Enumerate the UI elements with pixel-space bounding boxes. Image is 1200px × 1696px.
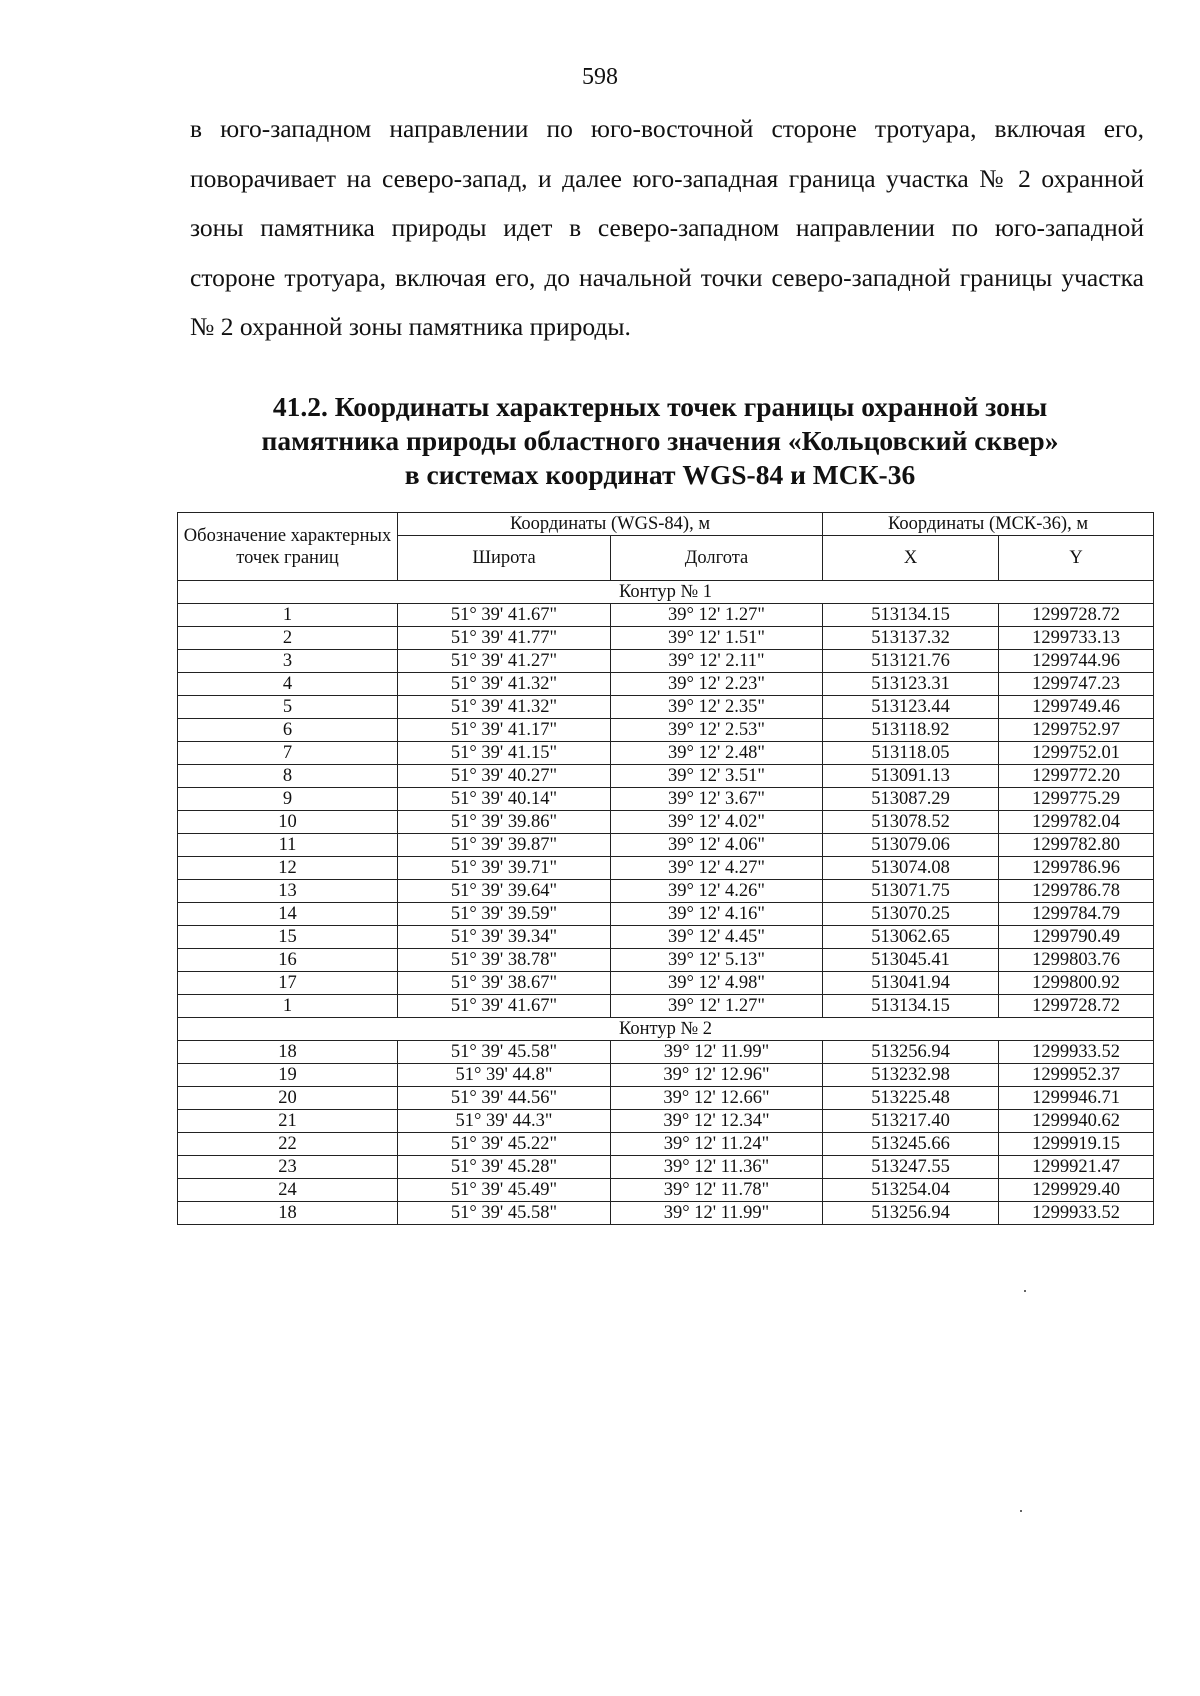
point-number-cell: 2 xyxy=(178,627,398,650)
latitude-cell: 51° 39' 44.56" xyxy=(398,1087,611,1110)
table-row xyxy=(178,788,1154,811)
x-cell: 513045.41 xyxy=(823,949,999,972)
point-number-cell: 1 xyxy=(178,995,398,1018)
point-number-cell: 8 xyxy=(178,765,398,788)
table-header-row xyxy=(178,513,1154,536)
point-number-cell: 6 xyxy=(178,719,398,742)
table-row xyxy=(178,1064,1154,1087)
y-cell: 1299790.49 xyxy=(999,926,1154,949)
point-number-cell: 16 xyxy=(178,949,398,972)
header-designation: Обозначение характерных точек границ xyxy=(178,513,398,581)
x-cell: 513134.15 xyxy=(823,995,999,1018)
contour-label: Контур № 2 xyxy=(178,1018,1154,1041)
table-row xyxy=(178,1041,1154,1064)
y-cell: 1299728.72 xyxy=(999,604,1154,627)
table-row xyxy=(178,604,1154,627)
latitude-cell: 51° 39' 39.71" xyxy=(398,857,611,880)
x-cell: 513070.25 xyxy=(823,903,999,926)
table-row xyxy=(178,1110,1154,1133)
latitude-cell: 51° 39' 39.59" xyxy=(398,903,611,926)
x-cell: 513247.55 xyxy=(823,1156,999,1179)
latitude-cell: 51° 39' 39.86" xyxy=(398,811,611,834)
longitude-cell: 39° 12' 4.27" xyxy=(611,857,823,880)
y-cell: 1299749.46 xyxy=(999,696,1154,719)
y-cell: 1299752.01 xyxy=(999,742,1154,765)
table-row xyxy=(178,949,1154,972)
table-row xyxy=(178,1179,1154,1202)
table-row xyxy=(178,765,1154,788)
point-number-cell: 22 xyxy=(178,1133,398,1156)
coordinates-table xyxy=(177,512,1154,1225)
section-title-line: памятника природы областного значения «Кольцовский сквер» xyxy=(261,425,1059,456)
longitude-cell: 39° 12' 4.06" xyxy=(611,834,823,857)
table-row xyxy=(178,926,1154,949)
y-cell: 1299786.78 xyxy=(999,880,1154,903)
table-row xyxy=(178,1202,1154,1225)
y-cell: 1299952.37 xyxy=(999,1064,1154,1087)
longitude-cell: 39° 12' 3.51" xyxy=(611,765,823,788)
y-cell: 1299752.97 xyxy=(999,719,1154,742)
point-number-cell: 24 xyxy=(178,1179,398,1202)
latitude-cell: 51° 39' 41.67" xyxy=(398,604,611,627)
y-cell: 1299800.92 xyxy=(999,972,1154,995)
point-number-cell: 20 xyxy=(178,1087,398,1110)
table-row xyxy=(178,650,1154,673)
section-title-line: в системах координат WGS-84 и МСК-36 xyxy=(404,459,916,490)
header-wgs84: Координаты (WGS-84), м xyxy=(398,513,823,536)
latitude-cell: 51° 39' 41.15" xyxy=(398,742,611,765)
x-cell: 513134.15 xyxy=(823,604,999,627)
latitude-cell: 51° 39' 45.22" xyxy=(398,1133,611,1156)
point-number-cell: 10 xyxy=(178,811,398,834)
latitude-cell: 51° 39' 41.32" xyxy=(398,673,611,696)
x-cell: 513087.29 xyxy=(823,788,999,811)
table-row xyxy=(178,995,1154,1018)
longitude-cell: 39° 12' 3.67" xyxy=(611,788,823,811)
latitude-cell: 51° 39' 44.8" xyxy=(398,1064,611,1087)
longitude-cell: 39° 12' 1.51" xyxy=(611,627,823,650)
y-cell: 1299803.76 xyxy=(999,949,1154,972)
latitude-cell: 51° 39' 38.67" xyxy=(398,972,611,995)
header-x: X xyxy=(823,536,999,581)
y-cell: 1299775.29 xyxy=(999,788,1154,811)
y-cell: 1299933.52 xyxy=(999,1041,1154,1064)
page-number: 598 xyxy=(582,64,618,90)
y-cell: 1299786.96 xyxy=(999,857,1154,880)
x-cell: 513041.94 xyxy=(823,972,999,995)
table-row xyxy=(178,696,1154,719)
contour-header-row xyxy=(178,581,1154,604)
y-cell: 1299919.15 xyxy=(999,1133,1154,1156)
y-cell: 1299772.20 xyxy=(999,765,1154,788)
y-cell: 1299782.04 xyxy=(999,811,1154,834)
y-cell: 1299733.13 xyxy=(999,627,1154,650)
section-title-line: 41.2. Координаты характерных точек границы охранной зоны xyxy=(272,391,1048,422)
y-cell: 1299921.47 xyxy=(999,1156,1154,1179)
latitude-cell: 51° 39' 39.87" xyxy=(398,834,611,857)
intro-paragraph xyxy=(190,104,1144,352)
latitude-cell: 51° 39' 41.17" xyxy=(398,719,611,742)
x-cell: 513256.94 xyxy=(823,1202,999,1225)
x-cell: 513071.75 xyxy=(823,880,999,903)
y-cell: 1299946.71 xyxy=(999,1087,1154,1110)
table-row xyxy=(178,811,1154,834)
contour-header-row xyxy=(178,1018,1154,1041)
longitude-cell: 39° 12' 2.48" xyxy=(611,742,823,765)
x-cell: 513074.08 xyxy=(823,857,999,880)
latitude-cell: 51° 39' 41.32" xyxy=(398,696,611,719)
y-cell: 1299933.52 xyxy=(999,1202,1154,1225)
x-cell: 513123.31 xyxy=(823,673,999,696)
header-msk36: Координаты (МСК-36), м xyxy=(823,513,1154,536)
x-cell: 513137.32 xyxy=(823,627,999,650)
longitude-cell: 39° 12' 12.96" xyxy=(611,1064,823,1087)
y-cell: 1299940.62 xyxy=(999,1110,1154,1133)
longitude-cell: 39° 12' 2.23" xyxy=(611,673,823,696)
table-row xyxy=(178,857,1154,880)
contour-label: Контур № 1 xyxy=(178,581,1154,604)
longitude-cell: 39° 12' 2.35" xyxy=(611,696,823,719)
longitude-cell: 39° 12' 4.98" xyxy=(611,972,823,995)
point-number-cell: 18 xyxy=(178,1041,398,1064)
longitude-cell: 39° 12' 4.16" xyxy=(611,903,823,926)
table-body xyxy=(178,581,1154,1225)
latitude-cell: 51° 39' 41.77" xyxy=(398,627,611,650)
longitude-cell: 39° 12' 1.27" xyxy=(611,604,823,627)
longitude-cell: 39° 12' 11.99" xyxy=(611,1202,823,1225)
x-cell: 513232.98 xyxy=(823,1064,999,1087)
x-cell: 513254.04 xyxy=(823,1179,999,1202)
y-cell: 1299782.80 xyxy=(999,834,1154,857)
latitude-cell: 51° 39' 38.78" xyxy=(398,949,611,972)
point-number-cell: 15 xyxy=(178,926,398,949)
latitude-cell: 51° 39' 44.3" xyxy=(398,1110,611,1133)
x-cell: 513225.48 xyxy=(823,1087,999,1110)
x-cell: 513091.13 xyxy=(823,765,999,788)
x-cell: 513256.94 xyxy=(823,1041,999,1064)
table-row xyxy=(178,719,1154,742)
longitude-cell: 39° 12' 4.02" xyxy=(611,811,823,834)
table-row xyxy=(178,1087,1154,1110)
y-cell: 1299784.79 xyxy=(999,903,1154,926)
x-cell: 513245.66 xyxy=(823,1133,999,1156)
point-number-cell: 13 xyxy=(178,880,398,903)
latitude-cell: 51° 39' 41.27" xyxy=(398,650,611,673)
x-cell: 513121.76 xyxy=(823,650,999,673)
latitude-cell: 51° 39' 39.34" xyxy=(398,926,611,949)
latitude-cell: 51° 39' 45.28" xyxy=(398,1156,611,1179)
point-number-cell: 14 xyxy=(178,903,398,926)
point-number-cell: 3 xyxy=(178,650,398,673)
latitude-cell: 51° 39' 39.64" xyxy=(398,880,611,903)
point-number-cell: 17 xyxy=(178,972,398,995)
scan-speck xyxy=(1024,1290,1026,1292)
table-row xyxy=(178,903,1154,926)
latitude-cell: 51° 39' 45.49" xyxy=(398,1179,611,1202)
y-cell: 1299744.96 xyxy=(999,650,1154,673)
y-cell: 1299728.72 xyxy=(999,995,1154,1018)
longitude-cell: 39° 12' 4.26" xyxy=(611,880,823,903)
x-cell: 513079.06 xyxy=(823,834,999,857)
longitude-cell: 39° 12' 1.27" xyxy=(611,995,823,1018)
section-title xyxy=(160,390,1160,492)
point-number-cell: 7 xyxy=(178,742,398,765)
table-row xyxy=(178,834,1154,857)
longitude-cell: 39° 12' 4.45" xyxy=(611,926,823,949)
point-number-cell: 19 xyxy=(178,1064,398,1087)
table-row xyxy=(178,1156,1154,1179)
point-number-cell: 1 xyxy=(178,604,398,627)
point-number-cell: 21 xyxy=(178,1110,398,1133)
x-cell: 513062.65 xyxy=(823,926,999,949)
table-row xyxy=(178,1133,1154,1156)
longitude-cell: 39° 12' 5.13" xyxy=(611,949,823,972)
header-y: Y xyxy=(999,536,1154,581)
longitude-cell: 39° 12' 11.36" xyxy=(611,1156,823,1179)
longitude-cell: 39° 12' 2.53" xyxy=(611,719,823,742)
table-row xyxy=(178,742,1154,765)
x-cell: 513078.52 xyxy=(823,811,999,834)
point-number-cell: 23 xyxy=(178,1156,398,1179)
longitude-cell: 39° 12' 2.11" xyxy=(611,650,823,673)
x-cell: 513118.92 xyxy=(823,719,999,742)
x-cell: 513123.44 xyxy=(823,696,999,719)
latitude-cell: 51° 39' 40.27" xyxy=(398,765,611,788)
y-cell: 1299747.23 xyxy=(999,673,1154,696)
header-longitude: Долгота xyxy=(611,536,823,581)
table-row xyxy=(178,627,1154,650)
point-number-cell: 4 xyxy=(178,673,398,696)
longitude-cell: 39° 12' 11.99" xyxy=(611,1041,823,1064)
point-number-cell: 12 xyxy=(178,857,398,880)
latitude-cell: 51° 39' 45.58" xyxy=(398,1041,611,1064)
header-latitude: Широта xyxy=(398,536,611,581)
longitude-cell: 39° 12' 12.34" xyxy=(611,1110,823,1133)
table-row xyxy=(178,880,1154,903)
longitude-cell: 39° 12' 11.78" xyxy=(611,1179,823,1202)
x-cell: 513118.05 xyxy=(823,742,999,765)
longitude-cell: 39° 12' 11.24" xyxy=(611,1133,823,1156)
y-cell: 1299929.40 xyxy=(999,1179,1154,1202)
longitude-cell: 39° 12' 12.66" xyxy=(611,1087,823,1110)
x-cell: 513217.40 xyxy=(823,1110,999,1133)
table-row xyxy=(178,673,1154,696)
scan-speck xyxy=(1020,1510,1022,1512)
latitude-cell: 51° 39' 41.67" xyxy=(398,995,611,1018)
latitude-cell: 51° 39' 40.14" xyxy=(398,788,611,811)
point-number-cell: 9 xyxy=(178,788,398,811)
point-number-cell: 11 xyxy=(178,834,398,857)
latitude-cell: 51° 39' 45.58" xyxy=(398,1202,611,1225)
intro-text: в юго-западном направлении по юго-восточной стороне тротуара, включая его, поворачивает на северо-запад, и далее юго-западная граница участка № 2 охранной зоны памятника природы идет в северо-западном направлении по юго-западной стороне тротуара, включая его, до начальной точки северо-западной границы участка № 2 охранной зоны памятника природы. xyxy=(190,114,1144,341)
table-row xyxy=(178,972,1154,995)
point-number-cell: 5 xyxy=(178,696,398,719)
point-number-cell: 18 xyxy=(178,1202,398,1225)
